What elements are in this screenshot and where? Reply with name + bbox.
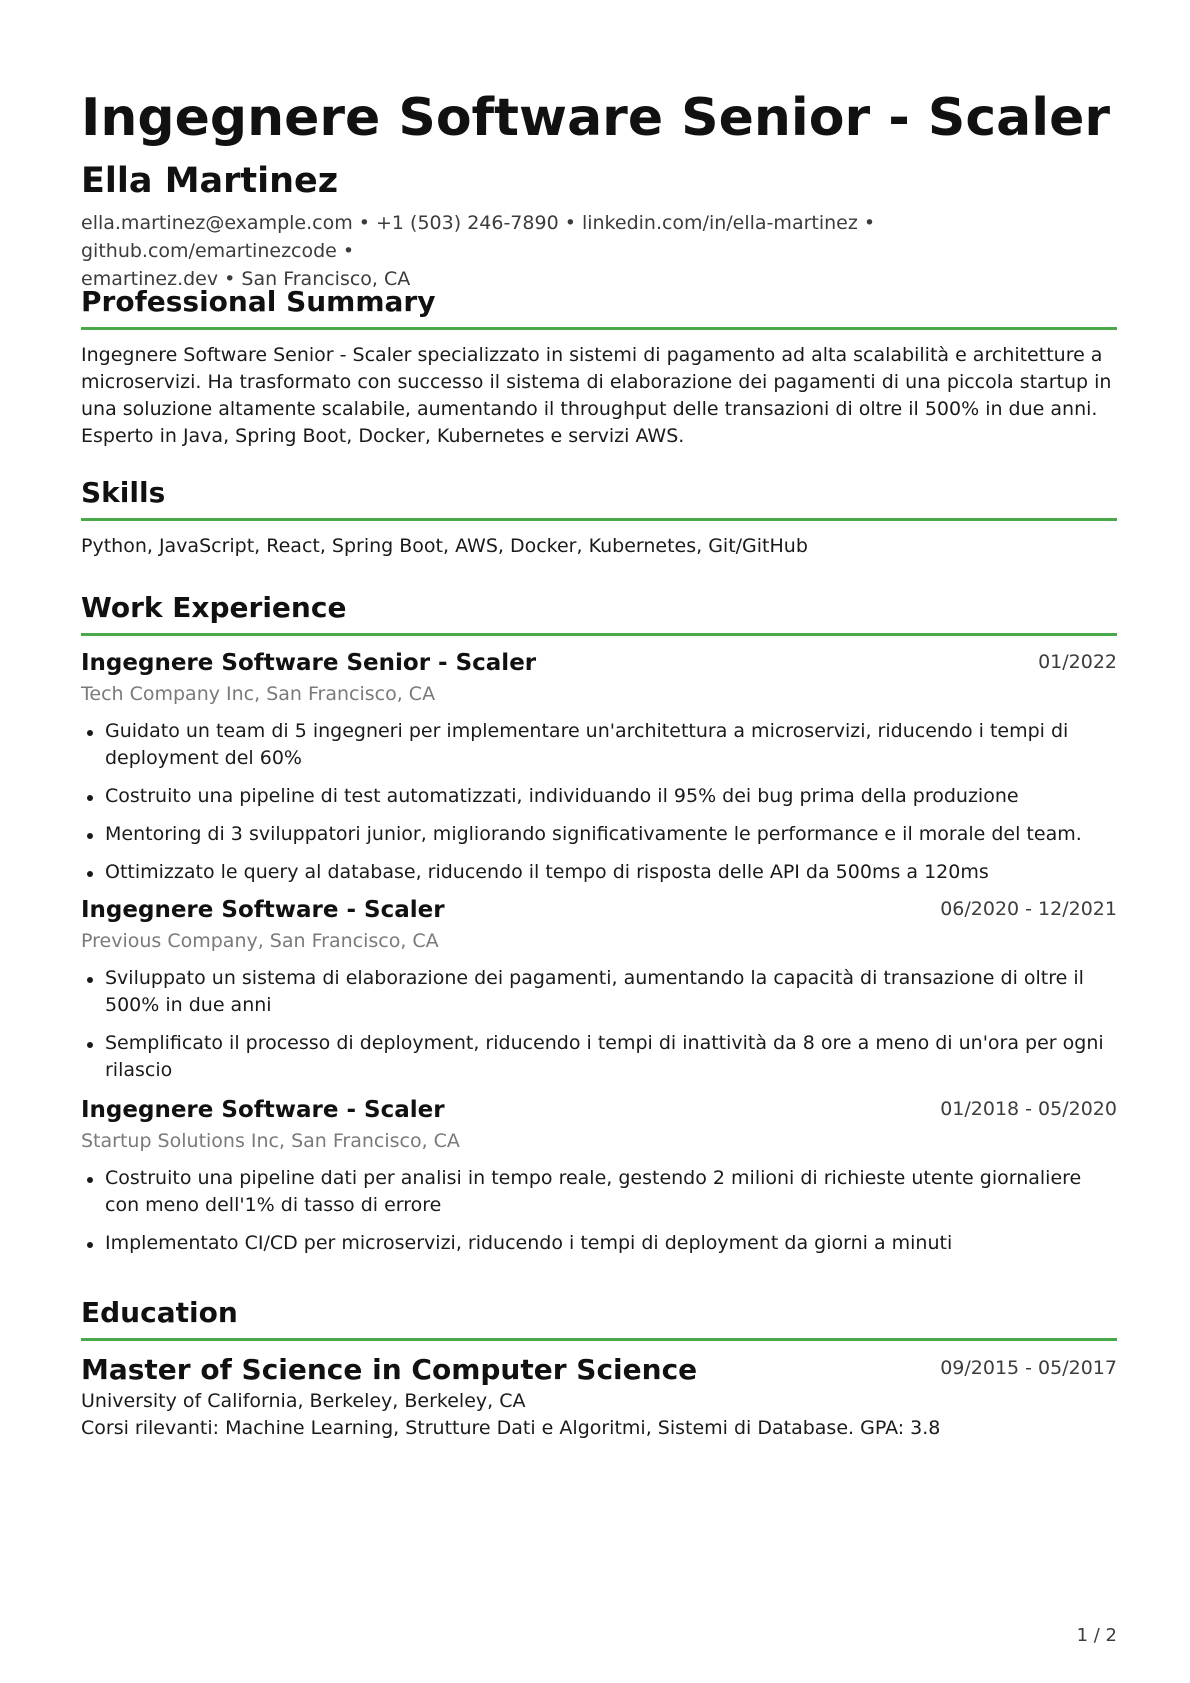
- page-number: 1 / 2: [1076, 1625, 1117, 1646]
- bullet-item: [81, 1165, 1117, 1219]
- section-heading-summary: Professional Summary: [81, 284, 1117, 330]
- education-school: University of California, Berkeley, Berkeley, CA: [81, 1390, 526, 1412]
- bullet-text: Implementato CI/CD per microservizi, riducendo i tempi di deployment da giorni a minuti: [105, 1232, 953, 1254]
- education-date: 09/2015 - 05/2017: [940, 1357, 1117, 1379]
- job-company: Startup Solutions Inc, San Francisco, CA: [81, 1130, 460, 1152]
- job-entry: [81, 1095, 1117, 1268]
- education-degree: Master of Science in Computer Science: [81, 1353, 698, 1386]
- job-date: 06/2020 - 12/2021: [940, 898, 1117, 920]
- bullet-dot-icon: [87, 795, 93, 801]
- resume-title: Ingegnere Software Senior - Scaler: [81, 88, 1111, 148]
- bullet-dot-icon: [87, 871, 93, 877]
- contact-line: ella.martinez@example.com • +1 (503) 246-7890 • linkedin.com/in/ella-martinez • github.com/emartinezcode •: [81, 212, 876, 262]
- summary-text: Ingegnere Software Senior - Scaler specializzato in sistemi di pagamento ad alta scalabilità e architetture a microservizi. Ha trasformato con successo il sistema di elaborazione dei pagamenti di una piccola startup in una soluzione altamente scalabile, aumentando il throughput delle transazioni di oltre il 500% in due anni. Esperto in Java, Spring Boot, Docker, Kubernetes e servizi AWS.: [81, 344, 1112, 447]
- bullet-text: Costruito una pipeline dati per analisi in tempo reale, gestendo 2 milioni di richieste utente giornaliere con meno dell'1% di tasso di errore: [105, 1167, 1082, 1216]
- bullet-text: Semplificato il processo di deployment, riducendo i tempi di inattività da 8 ore a meno di un'ora per ogni rilascio: [105, 1032, 1104, 1081]
- bullet-dot-icon: [87, 1242, 93, 1248]
- job-entry: [81, 895, 1117, 1095]
- job-date: 01/2022: [1038, 651, 1117, 673]
- job-company: Tech Company Inc, San Francisco, CA: [81, 683, 436, 705]
- section-heading-education: Education: [81, 1295, 1117, 1341]
- job-date: 01/2018 - 05/2020: [940, 1098, 1117, 1120]
- bullet-text: Ottimizzato le query al database, riducendo il tempo di risposta delle API da 500ms a 120ms: [105, 861, 989, 883]
- job-title: Ingegnere Software Senior - Scaler: [81, 650, 537, 676]
- bullet-item: [81, 1230, 1117, 1257]
- bullet-item: [81, 821, 1117, 848]
- bullet-dot-icon: [87, 1177, 93, 1183]
- person-name: Ella Martinez: [81, 161, 339, 201]
- job-bullets: [81, 718, 1117, 886]
- bullet-dot-icon: [87, 833, 93, 839]
- contact-line: emartinez.dev • San Francisco, CA: [81, 268, 411, 290]
- skills-text: Python, JavaScript, React, Spring Boot, AWS, Docker, Kubernetes, Git/GitHub: [81, 535, 808, 557]
- education-entry: [81, 1352, 1117, 1442]
- bullet-text: Mentoring di 3 sviluppatori junior, migliorando significativamente le performance e il morale del team.: [105, 823, 1082, 845]
- bullet-text: Guidato un team di 5 ingegneri per implementare un'architettura a microservizi, riducendo i tempi di deployment del 60%: [105, 720, 1069, 769]
- bullet-text: Costruito una pipeline di test automatizzati, individuando il 95% dei bug prima della produzione: [105, 785, 1019, 807]
- job-bullets: [81, 965, 1117, 1084]
- section-heading-skills: Skills: [81, 475, 1117, 521]
- bullet-dot-icon: [87, 1042, 93, 1048]
- job-title: Ingegnere Software - Scaler: [81, 897, 445, 923]
- bullet-item: [81, 783, 1117, 810]
- bullet-item: [81, 859, 1117, 886]
- bullet-item: [81, 718, 1117, 772]
- bullet-item: [81, 1030, 1117, 1084]
- education-courses: Corsi rilevanti: Machine Learning, Strutture Dati e Algoritmi, Sistemi di Database. GPA: 3.8: [81, 1417, 941, 1439]
- job-company: Previous Company, San Francisco, CA: [81, 930, 439, 952]
- job-title: Ingegnere Software - Scaler: [81, 1097, 445, 1123]
- section-heading-experience: Work Experience: [81, 590, 1117, 636]
- job-entry: [81, 648, 1117, 897]
- bullet-item: [81, 965, 1117, 1019]
- bullet-dot-icon: [87, 730, 93, 736]
- contact-info: [81, 209, 1117, 293]
- bullet-dot-icon: [87, 977, 93, 983]
- job-bullets: [81, 1165, 1117, 1257]
- bullet-text: Sviluppato un sistema di elaborazione dei pagamenti, aumentando la capacità di transazione di oltre il 500% in due anni: [105, 967, 1084, 1016]
